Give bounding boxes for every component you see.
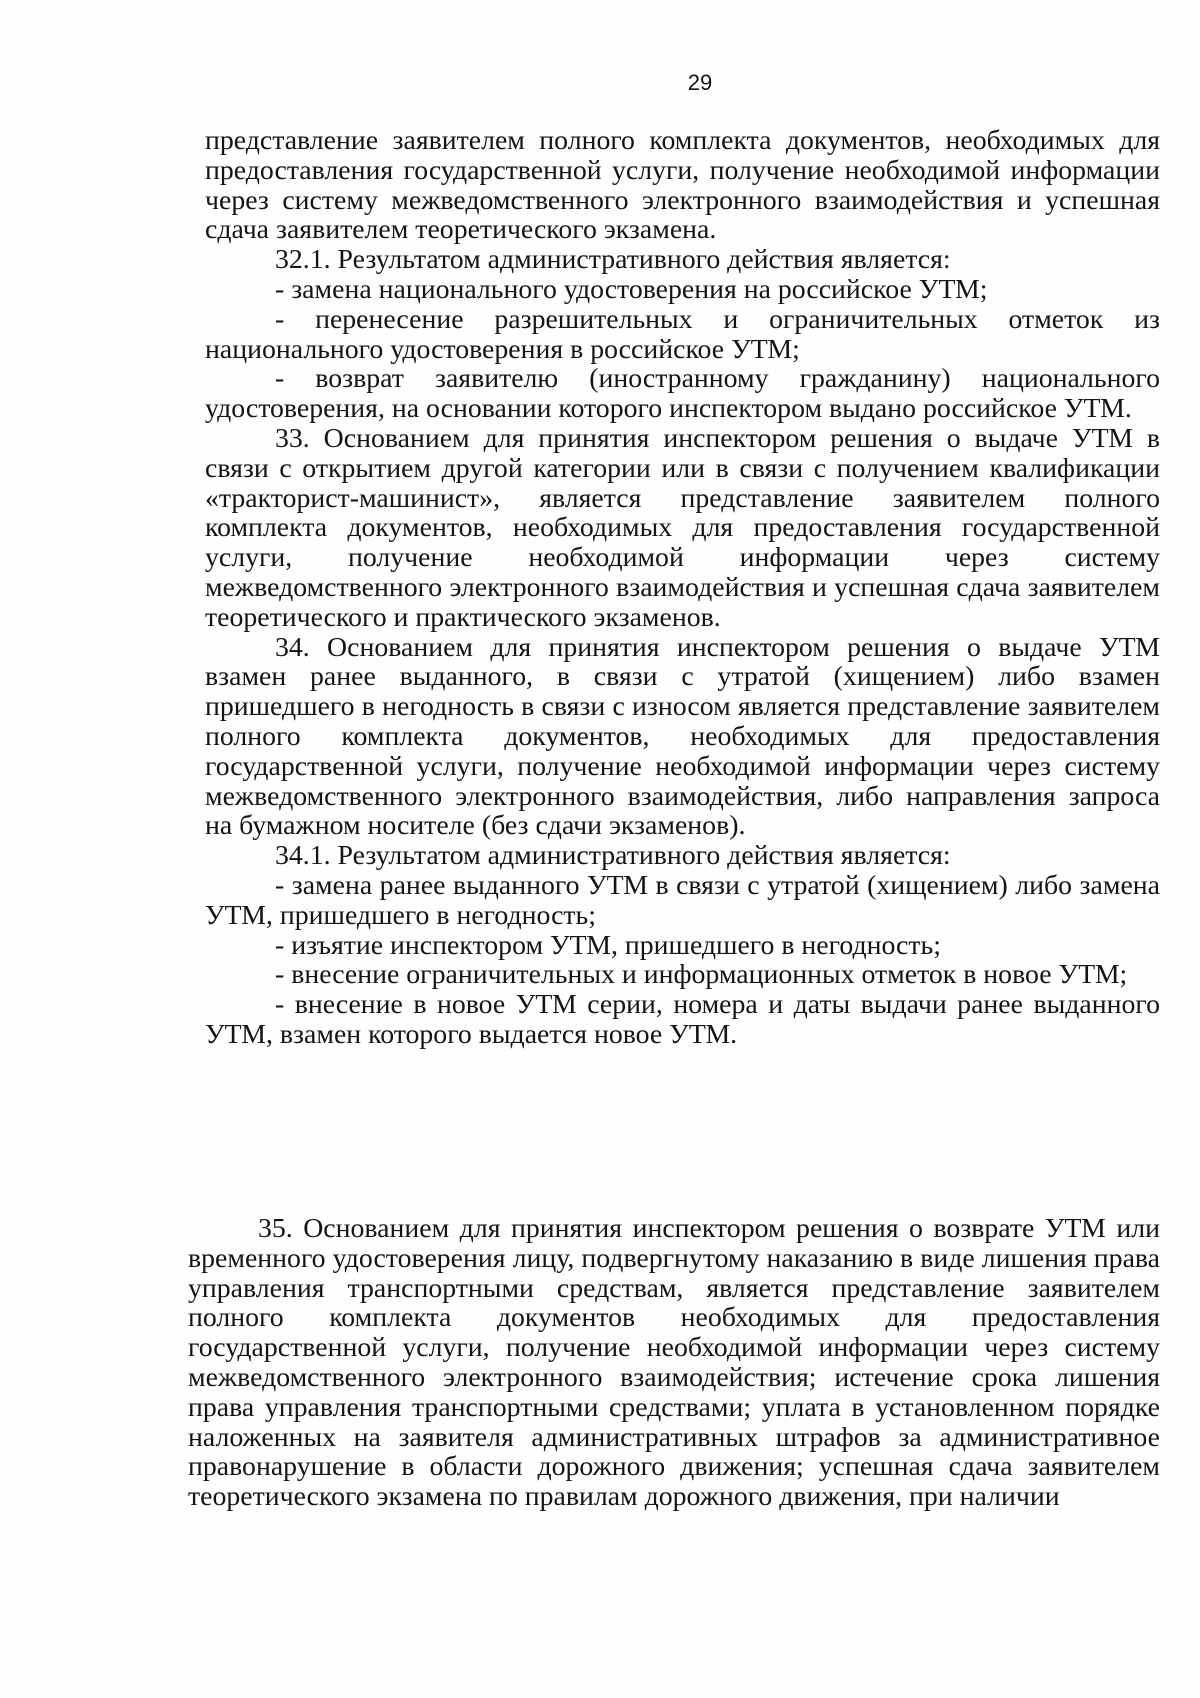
paragraph-32-1: 32.1. Результатом административного действия является: [275, 244, 951, 276]
document-body [205, 126, 1160, 1050]
page-number: 29 [687, 70, 713, 95]
paragraph-33: 33. Основанием для принятия инспектором решения о выдаче УТМ в связи с открытием другой категории или в связи с получением квалификации «тракторист-машинист», является представление заявителем полного комплекта документов, необходимых для предоставления государственной услуги, получение необходимой информации через систему межведомственного электронного взаимодействия и успешная сдача заявителем теоретического и практического экзаменов. [205, 422, 1160, 633]
list-item: - изъятие инспектором УТМ, пришедшего в негодность; [275, 929, 941, 961]
list-item: - замена ранее выданного УТМ в связи с утратой (хищением) либо замена УТМ, пришедшего в негодность; [205, 869, 1160, 931]
paragraph-34-1: 34.1. Результатом административного действия является: [275, 840, 951, 872]
paragraph-35: 35. Основанием для принятия инспектором решения о возврате УТМ или временного удостоверения лицу, подвергнутому наказанию в виде лишения права управления транспортными средствам, является представление заявителем полного комплекта документов необходимых для предоставления государственной услуги, получение необходимой информации через систему межведомственного электронного взаимодействия; истечение срока лишения права управления транспортными средствами; уплата в установленном порядке наложенных на заявителя административных штрафов за административное правонарушение в области дорожного движения; успешная сдача заявителем теоретического экзамена по правилам дорожного движения, при наличии [188, 1213, 1160, 1513]
list-item: - возврат заявителю (иностранному гражданину) национального удостоверения, на основании которого инспектором выдано российское УТМ. [205, 363, 1160, 425]
list-item: - внесение ограничительных и информационных отметок в новое УТМ; [275, 959, 1128, 991]
list-item: - перенесение разрешительных и ограничительных отметок из национального удостоверения в российское УТМ; [205, 303, 1160, 365]
list-item: - внесение в новое УТМ серии, номера и даты выдачи ранее выданного УТМ, взамен которого выдается новое УТМ. [205, 989, 1160, 1050]
list-item: - замена национального удостоверения на российское УТМ; [275, 273, 988, 305]
document-body-lower [188, 1214, 1160, 1512]
paragraph-34: 34. Основанием для принятия инспектором решения о выдаче УТМ взамен ранее выданного, в связи с утратой (хищением) либо взамен пришедшего в негодность в связи с износом является представление заявителем полного комплекта документов, необходимых для предоставления государственной услуги, получение необходимой информации через систему межведомственного электронного взаимодействия, либо направления запроса на бумажном носителе (без сдачи экзаменов). [205, 631, 1160, 842]
paragraph-continuation: представление заявителем полного комплекта документов, необходимых для предоставления государственной услуги, получение необходимой информации через систему межведомственного электронного взаимодействия и успешная сдача заявителем теоретического экзамена. [205, 125, 1160, 246]
